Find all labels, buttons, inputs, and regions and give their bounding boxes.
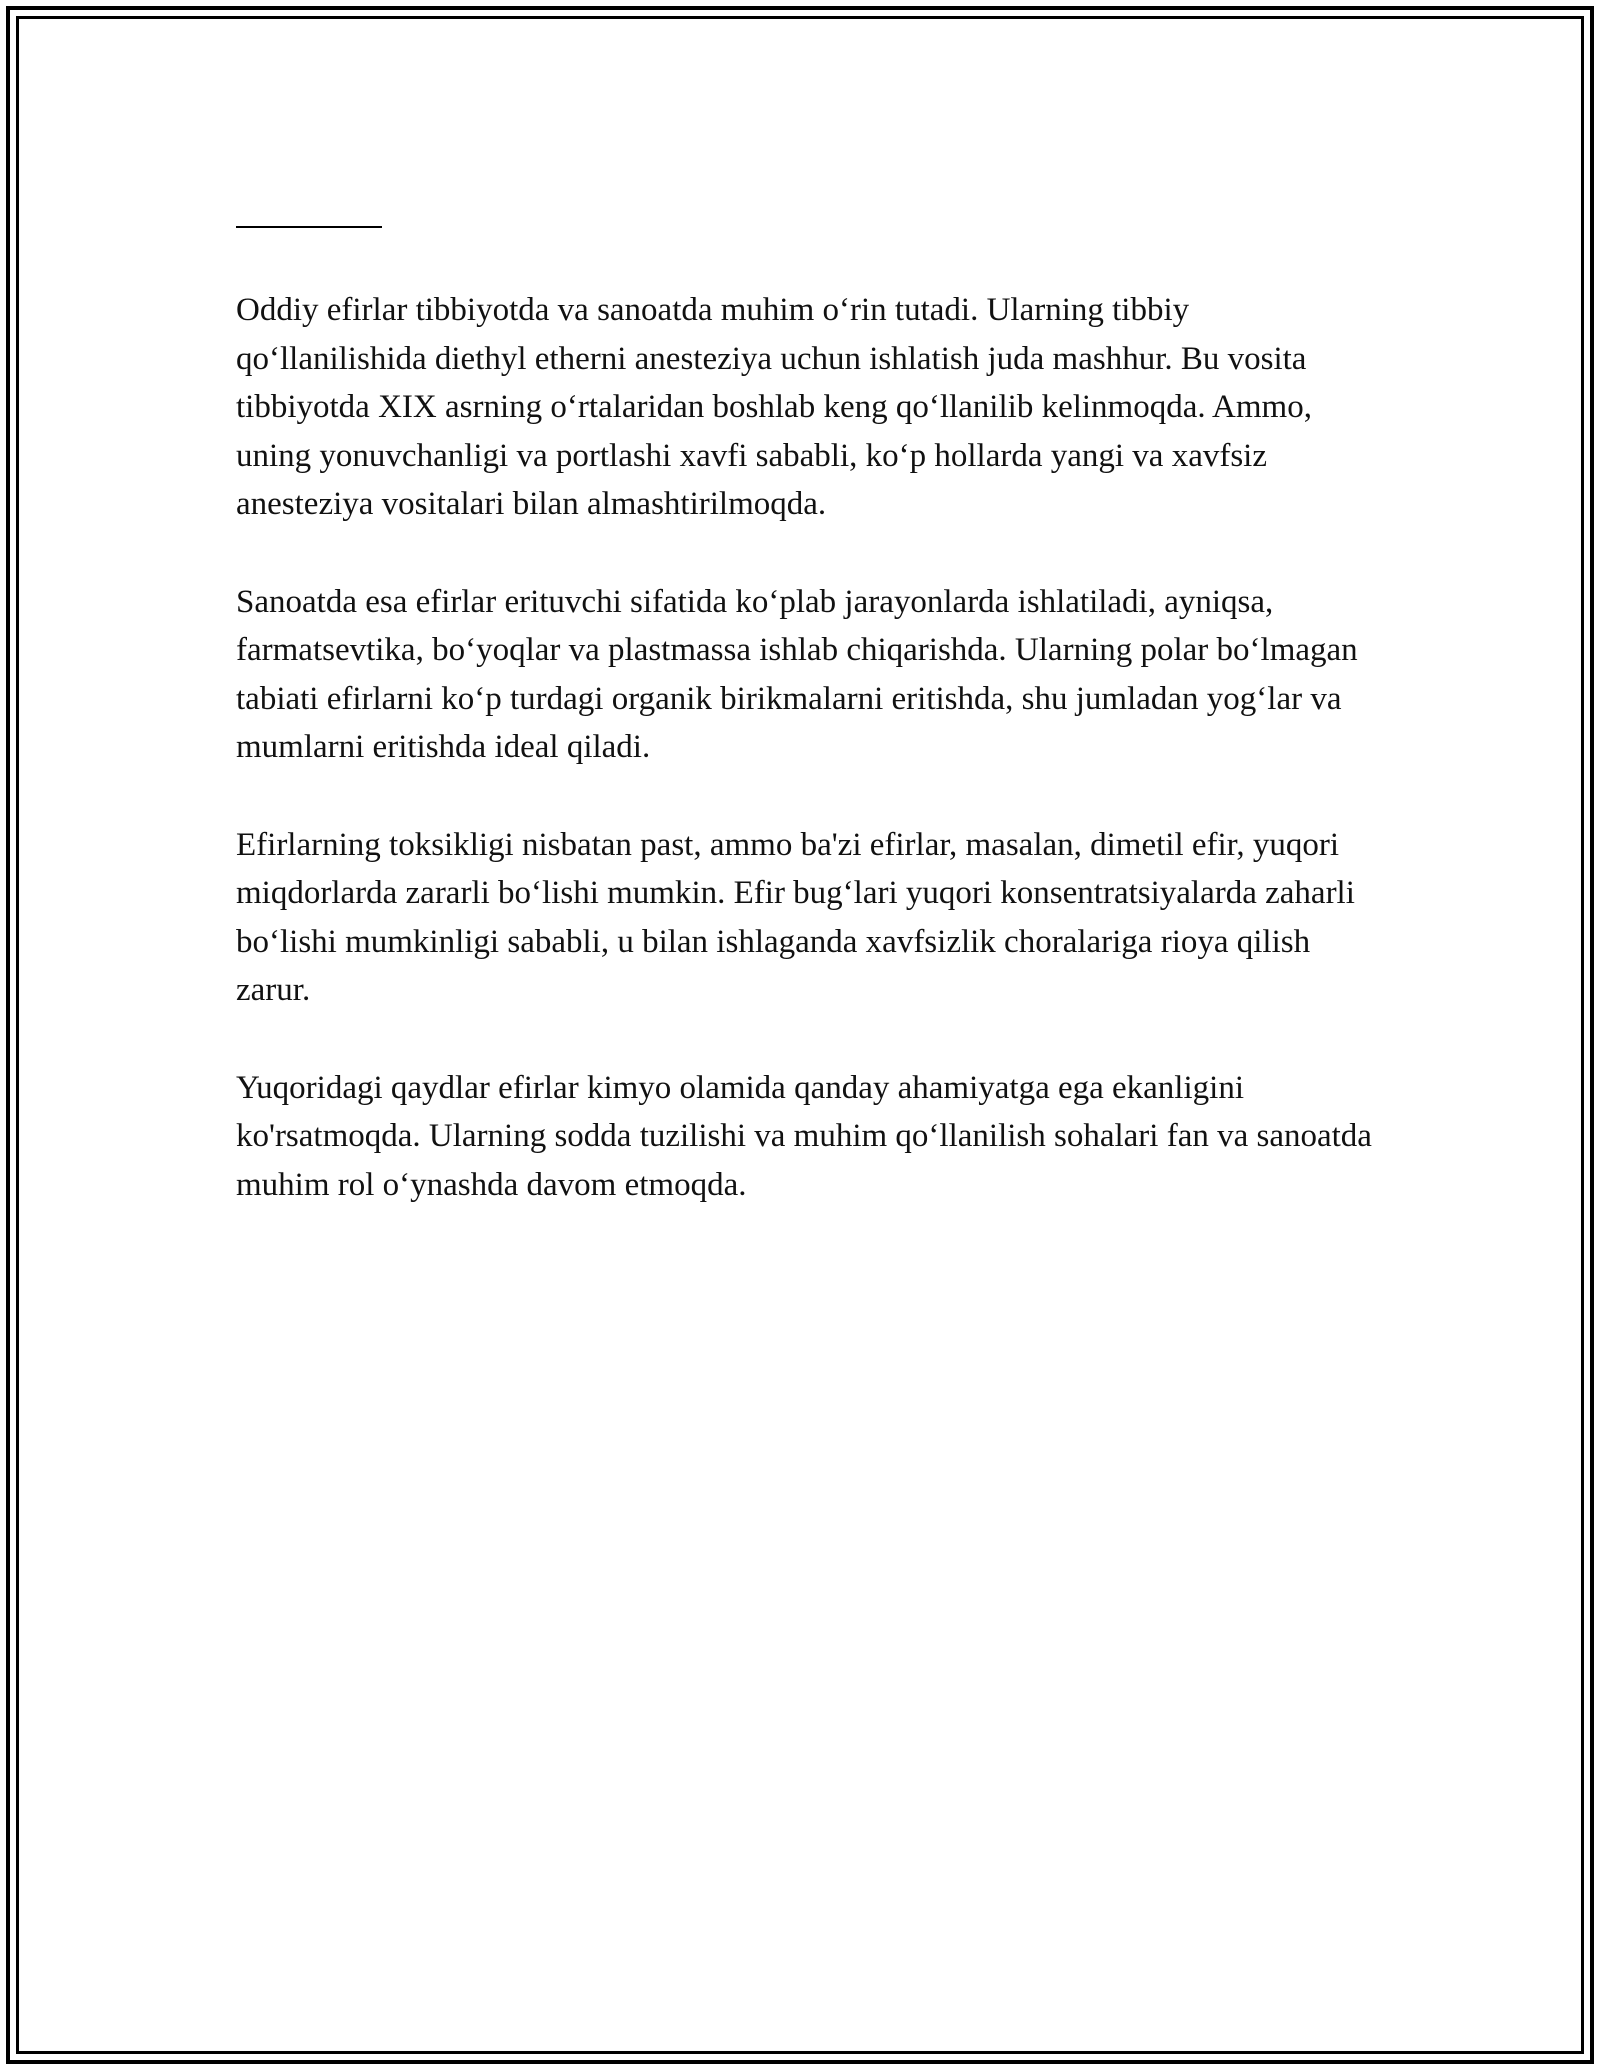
separator-line [236, 226, 382, 228]
paragraph-2: Sanoatda esa efirlar erituvchi sifatida ko‘plab jarayonlarda ishlatiladi, ayniqsa, farmatsevtika, bo‘yoqlar va plastmassa ishlab chiqarishda. Ularning polar bo‘lmagan tabiati efirlarni ko‘p turdagi organik birikmalarni eritishda, shu jumladan yog‘lar va mumlarni eritishda ideal qiladi. [236, 583, 1358, 765]
paragraph-1: Oddiy efirlar tibbiyotda va sanoatda muhim o‘rin tutadi. Ularning tibbiy qo‘llanilishida diethyl etherni anesteziya uchun ishlatish juda mashhur. Bu vosita tibbiyotda XIX asrning o‘rtalaridan boshlab keng qo‘llanilib kelinmoqda. Ammo, uning yonuvchanligi va portlashi xavfi sababli, ko‘p hollarda yangi va xavfsiz anesteziya vositalari bilan almashtirilmoqda. [236, 292, 1312, 522]
paragraph-4: Yuqoridagi qaydlar efirlar kimyo olamida qanday ahamiyatga ega ekanligini ko'rsatmoqda. Ularning sodda tuzilishi va muhim qo‘llanilish sohalari fan va sanoatda muhim rol o‘ynashda davom etmoqda. [236, 1069, 1372, 1203]
document-body [236, 196, 1386, 1258]
paragraph-3: Efirlarning toksikligi nisbatan past, ammo ba'zi efirlar, masalan, dimetil efir, yuqori miqdorlarda zararli bo‘lishi mumkin. Efir bug‘lari yuqori konsentratsiyalarda zaharli bo‘lishi mumkinligi sababli, u bilan ishlaganda xavfsizlik choralariga rioya qilish zarur. [236, 826, 1355, 1008]
